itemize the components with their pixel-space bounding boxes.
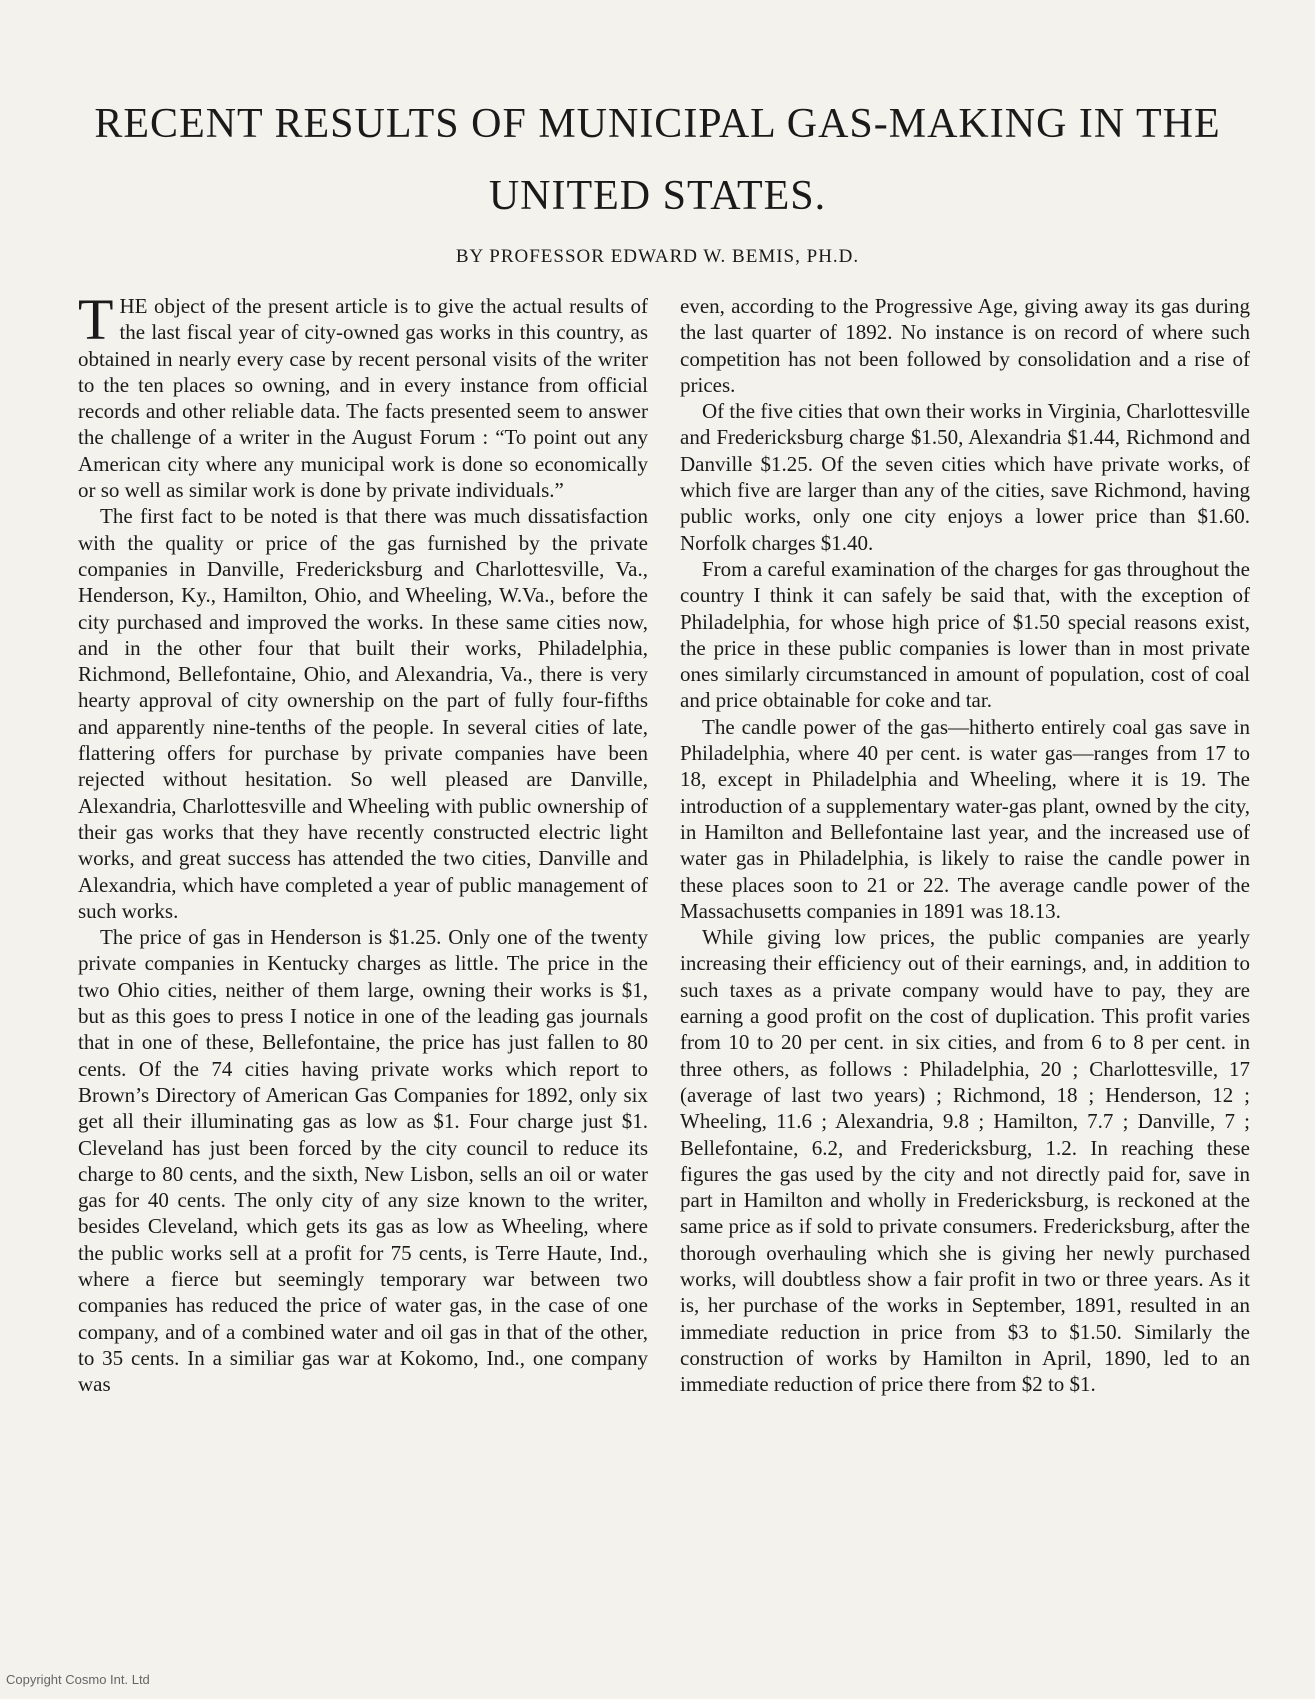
- paragraph: Of the five cities that own their works in Virginia, Charlottesville and Fredericksburg charge $1.50, Alexandria $1.44, Richmond and Danville $1.25. Of the seven cities which have private works, of which five are larger than any of the cities, save Richmond, having public works, only one city enjoys a lower price than $1.60. Norfolk charges $1.40.: [680, 399, 1250, 555]
- right-column: [680, 293, 1250, 1397]
- article-byline: BY PROFESSOR EDWARD W. BEMIS, PH.D.: [455, 246, 860, 267]
- copyright-notice: Copyright Cosmo Int. Ltd: [6, 1672, 150, 1687]
- article-header: [80, 88, 1235, 268]
- article-title: [80, 88, 1235, 232]
- paragraph: From a careful examination of the charges for gas throughout the country I think it can safely be said that, with the exception of Philadelphia, for whose high price of $1.50 special reasons exist, the price in these public companies is lower than in most private ones similarly circumstanced in amount of population, cost of coal and price obtainable for coke and tar.: [680, 556, 1250, 713]
- paragraph: While giving low prices, the public companies are yearly increasing their efficiency out of their earnings, and, in addition to such taxes as a private company would have to pay, they are earning a good profit on the cost of duplication. This profit varies from 10 to 20 per cent. in six cities, and from 6 to 8 per cent. in three others, as follows : Philadelphia, 20 ; Charlottesville, 17 (average of last two years) ; Richmond, 18 ; Henderson, 12 ; Wheeling, 11.6 ; Alexandria, 9.8 ; Hamilton, 7.7 ; Danville, 7 ; Bellefontaine, 6.2, and Fredericksburg, 1.2. In reaching these figures the gas used by the city and not directly paid for, save in part in Hamilton and wholly in Fredericksburg, is reckoned at the same price as if sold to private consumers. Fredericksburg, after the thorough overhauling which she is giving her newly purchased works, will doubtless show a fair profit in two or three years. As it is, her purchase of the works in September, 1891, resulted in an immediate reduction in price from $3 to $1.50. Similarly the construction of works by Hamilton in April, 1890, led to an immediate reduction of price there from $2 to $1.: [680, 925, 1250, 1397]
- paragraph: The price of gas in Henderson is $1.25. Only one of the twenty private companies in Kentucky charges as little. The price in the two Ohio cities, neither of them large, owning their works is $1, but as this goes to press I notice in one of the leading gas journals that in one of these, Bellefontaine, the price has just fallen to 80 cents. Of the 74 cities having private works which report to Brown’s Directory of American Gas Companies for 1892, only six get all their illuminating gas as low as $1. Four charge just $1. Cleveland has just been forced by the city council to reduce its charge to 80 cents, and the sixth, New Lisbon, sells an oil or water gas for 40 cents. The only city of any size known to the writer, besides Cleveland, which gets its gas as low as Wheeling, where the public works sell at a profit for 75 cents, is Terre Haute, Ind., where a fierce but seemingly temporary war between two companies has reduced the price of water gas, in the case of one company, and of a combined water and oil gas in that of the other, to 35 cents. In a similiar gas war at Kokomo, Ind., one company was: [78, 925, 648, 1397]
- drop-cap: T: [78, 287, 114, 352]
- paragraph: even, according to the Progressive Age, giving away its gas during the last quarter of 1892. No instance is on record of where such competition has not been followed by consolidation and a rise of prices.: [680, 294, 1250, 397]
- paragraph: [78, 287, 648, 503]
- left-column: [78, 287, 648, 1397]
- paragraph: The first fact to be noted is that there was much dissatisfaction with the quality or price of the gas furnished by the private companies in Danville, Fredericksburg and Charlottesville, Va., Henderson, Ky., Hamilton, Ohio, and Wheeling, W.Va., before the city purchased and improved the works. In these same cities now, and in the other four that built their works, Philadelphia, Richmond, Bellefontaine, Ohio, and Alexandria, Va., there is very hearty approval of city ownership on the part of fully four-fifths and apparently nine-tenths of the people. In several cities of late, flattering offers for purchase by private companies have been rejected without hesitation. So well pleased are Danville, Alexandria, Charlottesville and Wheeling with public ownership of their gas works that they have recently constructed electric light works, and great success has attended the two cities, Danville and Alexandria, which have completed a year of public management of such works.: [78, 504, 648, 923]
- title-line-1: RECENT RESULTS OF MUNICIPAL GAS-MAKING IN THE: [94, 101, 1221, 147]
- paragraph: The candle power of the gas—hitherto entirely coal gas save in Philadelphia, where 40 per cent. is water gas—ranges from 17 to 18, except in Philadelphia and Wheeling, where it is 19. The introduction of a supplementary water-gas plant, owned by the city, in Hamilton and Bellefontaine last year, and the increased use of water gas in Philadelphia, is likely to raise the candle power in these places soon to 21 or 22. The average candle power of the Massachusetts companies in 1891 was 18.13.: [680, 714, 1250, 923]
- paragraph-text: HE object of the present article is to give the actual results of the last fiscal year of city-owned gas works in this country, as obtained in nearly every case by recent personal visits of the writer to the ten places so owning, and in every instance from official records and other reliable data. The facts presented seem to answer the challenge of a writer in the August Forum : “To point out any American city where any municipal work is done so economically or so well as similar work is done by private individuals.”: [78, 294, 648, 503]
- title-line-2: UNITED STATES.: [488, 173, 827, 219]
